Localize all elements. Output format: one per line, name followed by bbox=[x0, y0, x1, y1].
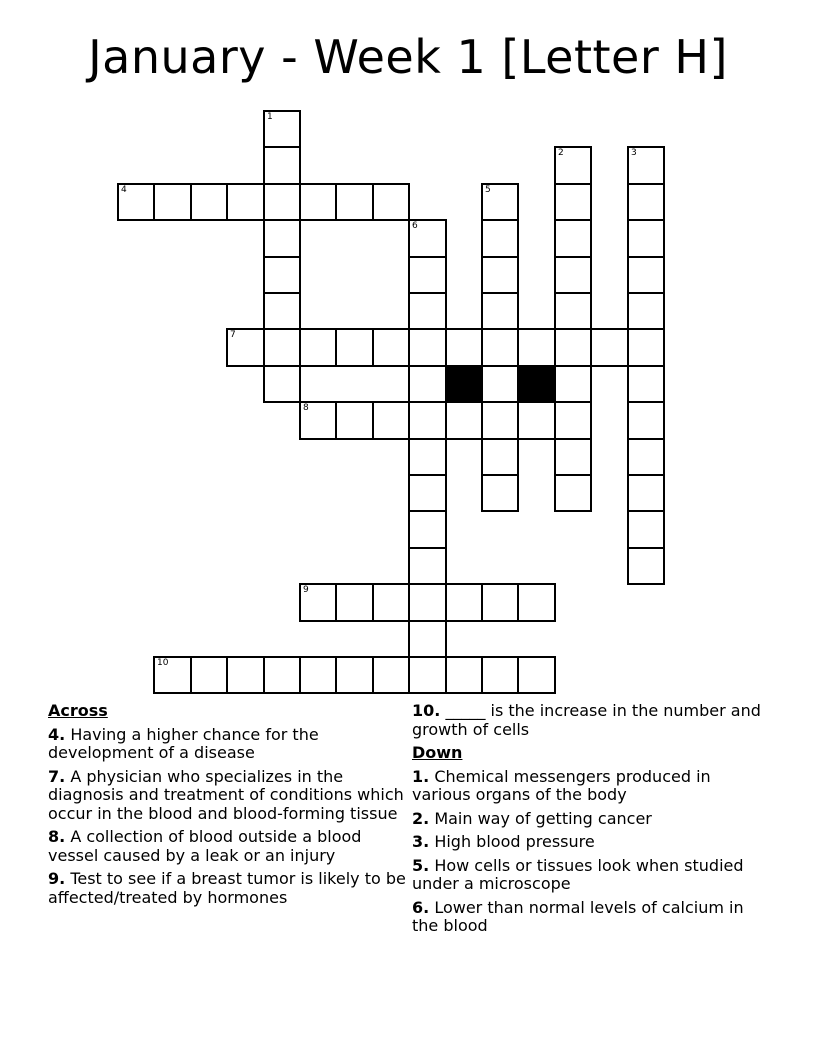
grid-cell[interactable] bbox=[335, 583, 374, 622]
grid-cell[interactable] bbox=[481, 401, 519, 440]
clue-number: 8. bbox=[48, 827, 66, 846]
grid-cell[interactable] bbox=[408, 474, 447, 512]
grid-cell[interactable] bbox=[335, 328, 374, 367]
grid-cell[interactable] bbox=[481, 219, 519, 258]
grid-cell[interactable] bbox=[554, 365, 592, 403]
clue-text: How cells or tissues look when studied under a microscope bbox=[412, 855, 744, 893]
clue-text: Test to see if a breast tumor is likely to be affected/treated by hormones bbox=[48, 869, 406, 907]
down-clue-3 bbox=[412, 833, 772, 852]
grid-cell[interactable] bbox=[408, 656, 447, 694]
grid-cell[interactable] bbox=[335, 183, 374, 221]
cell-number: 10 bbox=[157, 658, 169, 668]
grid-cell[interactable] bbox=[408, 256, 447, 294]
clues-column-left bbox=[48, 702, 408, 912]
clue-text: Lower than normal levels of calcium in the blood bbox=[412, 897, 744, 935]
grid-cell[interactable] bbox=[554, 438, 592, 476]
grid-cell[interactable] bbox=[481, 328, 519, 367]
down-heading: Down bbox=[412, 743, 463, 762]
clue-number: 5. bbox=[412, 855, 430, 875]
grid-cell[interactable] bbox=[408, 365, 447, 403]
across-clue-4 bbox=[48, 726, 408, 763]
grid-cell[interactable] bbox=[408, 219, 447, 258]
grid-cell[interactable] bbox=[372, 401, 410, 440]
grid-cell[interactable] bbox=[481, 656, 519, 694]
across-clue-10 bbox=[412, 702, 772, 739]
grid-cell[interactable] bbox=[481, 438, 519, 476]
grid-cell[interactable] bbox=[263, 219, 301, 258]
cell-number: 7 bbox=[230, 330, 236, 340]
grid-cell[interactable] bbox=[153, 656, 192, 694]
grid-cell[interactable] bbox=[554, 256, 592, 294]
grid-cell[interactable] bbox=[481, 365, 519, 403]
grid-cell[interactable] bbox=[481, 183, 519, 221]
grid-cell[interactable] bbox=[226, 183, 265, 221]
cell-number: 5 bbox=[485, 185, 491, 195]
clue-text: Chemical messengers produced in various organs of the body bbox=[412, 766, 711, 804]
clue-text: Having a higher chance for the development of a disease bbox=[48, 724, 319, 762]
grid-cell[interactable] bbox=[627, 365, 665, 403]
grid-cell[interactable] bbox=[627, 510, 665, 549]
grid-cell[interactable] bbox=[481, 256, 519, 294]
grid-cell[interactable] bbox=[372, 328, 410, 367]
clue-text: A physician who specializes in the diagnosis and treatment of conditions which occur in the blood and blood-forming tissue bbox=[48, 766, 404, 823]
cell-number: 1 bbox=[267, 112, 273, 122]
grid-cell[interactable] bbox=[299, 183, 337, 221]
grid-cell[interactable] bbox=[627, 146, 665, 185]
grid-cell[interactable] bbox=[299, 583, 337, 622]
grid-cell[interactable] bbox=[481, 292, 519, 330]
grid-cell[interactable] bbox=[153, 183, 192, 221]
grid-cell[interactable] bbox=[263, 328, 301, 367]
cell-number: 6 bbox=[412, 221, 418, 231]
grid-cell[interactable] bbox=[627, 474, 665, 512]
grid-cell[interactable] bbox=[263, 110, 301, 148]
clue-number: 3. bbox=[412, 832, 430, 851]
grid-cell[interactable] bbox=[554, 328, 592, 367]
grid-cell[interactable] bbox=[554, 146, 592, 185]
grid-cell[interactable] bbox=[117, 183, 155, 221]
grid-cell[interactable] bbox=[517, 328, 556, 367]
down-clue-2 bbox=[412, 810, 772, 829]
across-clue-8 bbox=[48, 828, 408, 865]
grid-cell[interactable] bbox=[554, 401, 592, 440]
clue-number: 1. bbox=[412, 766, 430, 786]
grid-cell[interactable] bbox=[481, 474, 519, 512]
grid-cell[interactable] bbox=[590, 328, 629, 367]
grid-cell[interactable] bbox=[408, 438, 447, 476]
grid-cell[interactable] bbox=[517, 656, 556, 694]
grid-cell[interactable] bbox=[627, 401, 665, 440]
cell-number: 8 bbox=[303, 403, 309, 413]
grid-cell[interactable] bbox=[263, 256, 301, 294]
puzzle-title: January - Week 1 [Letter H] bbox=[88, 30, 728, 84]
grid-cell[interactable] bbox=[263, 146, 301, 185]
grid-cell[interactable] bbox=[517, 583, 556, 622]
grid-cell[interactable] bbox=[372, 583, 410, 622]
across-clue-9 bbox=[48, 870, 408, 907]
grid-cell[interactable] bbox=[335, 656, 374, 694]
clue-number: 7. bbox=[48, 766, 66, 786]
across-heading: Across bbox=[48, 701, 108, 720]
grid-cell[interactable] bbox=[226, 328, 265, 367]
grid-cell[interactable] bbox=[226, 656, 265, 694]
down-clue-6 bbox=[412, 899, 772, 936]
grid-cell[interactable] bbox=[627, 438, 665, 476]
grid-cell[interactable] bbox=[481, 583, 519, 622]
grid-cell[interactable] bbox=[299, 656, 337, 694]
down-clue-1 bbox=[412, 768, 772, 805]
grid-cell[interactable] bbox=[372, 656, 410, 694]
grid-cell[interactable] bbox=[408, 328, 447, 367]
clue-number: 2. bbox=[412, 808, 430, 828]
grid-cell[interactable] bbox=[445, 656, 483, 694]
clue-number: 10. bbox=[412, 701, 441, 720]
clues-column-right bbox=[412, 702, 772, 941]
grid-cell[interactable] bbox=[190, 656, 228, 694]
cell-number: 3 bbox=[631, 148, 637, 158]
grid-cell[interactable] bbox=[627, 292, 665, 330]
across-clue-7 bbox=[48, 768, 408, 824]
grid-cell[interactable] bbox=[554, 183, 592, 221]
grid-cell[interactable] bbox=[627, 219, 665, 258]
grid-cell[interactable] bbox=[627, 256, 665, 294]
grid-cell[interactable] bbox=[263, 656, 301, 694]
black-cell bbox=[517, 365, 556, 403]
grid-cell[interactable] bbox=[554, 219, 592, 258]
grid-cell[interactable] bbox=[190, 183, 228, 221]
grid-cell[interactable] bbox=[408, 620, 447, 658]
grid-cell[interactable] bbox=[263, 365, 301, 403]
grid-cell[interactable] bbox=[445, 328, 483, 367]
grid-cell[interactable] bbox=[372, 183, 410, 221]
grid-cell[interactable] bbox=[299, 401, 337, 440]
grid-cell[interactable] bbox=[445, 401, 483, 440]
grid-cell[interactable] bbox=[263, 183, 301, 221]
grid-cell[interactable] bbox=[408, 510, 447, 549]
grid-cell[interactable] bbox=[335, 401, 374, 440]
grid-cell[interactable] bbox=[445, 583, 483, 622]
grid-cell[interactable] bbox=[627, 328, 665, 367]
grid-cell[interactable] bbox=[517, 401, 556, 440]
grid-cell[interactable] bbox=[554, 292, 592, 330]
down-clue-5 bbox=[412, 857, 772, 894]
grid-cell[interactable] bbox=[408, 547, 447, 585]
cell-number: 9 bbox=[303, 585, 309, 595]
grid-cell[interactable] bbox=[554, 474, 592, 512]
clue-number: 9. bbox=[48, 869, 66, 888]
cell-number: 2 bbox=[558, 148, 564, 158]
clue-text: _____ is the increase in the number and growth of cells bbox=[412, 701, 761, 739]
grid-cell[interactable] bbox=[299, 328, 337, 367]
grid-cell[interactable] bbox=[408, 401, 447, 440]
clue-text: Main way of getting cancer bbox=[434, 808, 652, 828]
grid-cell[interactable] bbox=[627, 547, 665, 585]
clue-text: High blood pressure bbox=[434, 832, 595, 851]
cell-number: 4 bbox=[121, 185, 127, 195]
clue-text: A collection of blood outside a blood vessel caused by a leak or an injury bbox=[48, 827, 362, 865]
grid-cell[interactable] bbox=[263, 292, 301, 330]
grid-cell[interactable] bbox=[408, 583, 447, 622]
grid-cell[interactable] bbox=[627, 183, 665, 221]
black-cell bbox=[445, 365, 483, 403]
clue-number: 6. bbox=[412, 897, 430, 917]
grid-cell[interactable] bbox=[408, 292, 447, 330]
clue-number: 4. bbox=[48, 724, 66, 744]
